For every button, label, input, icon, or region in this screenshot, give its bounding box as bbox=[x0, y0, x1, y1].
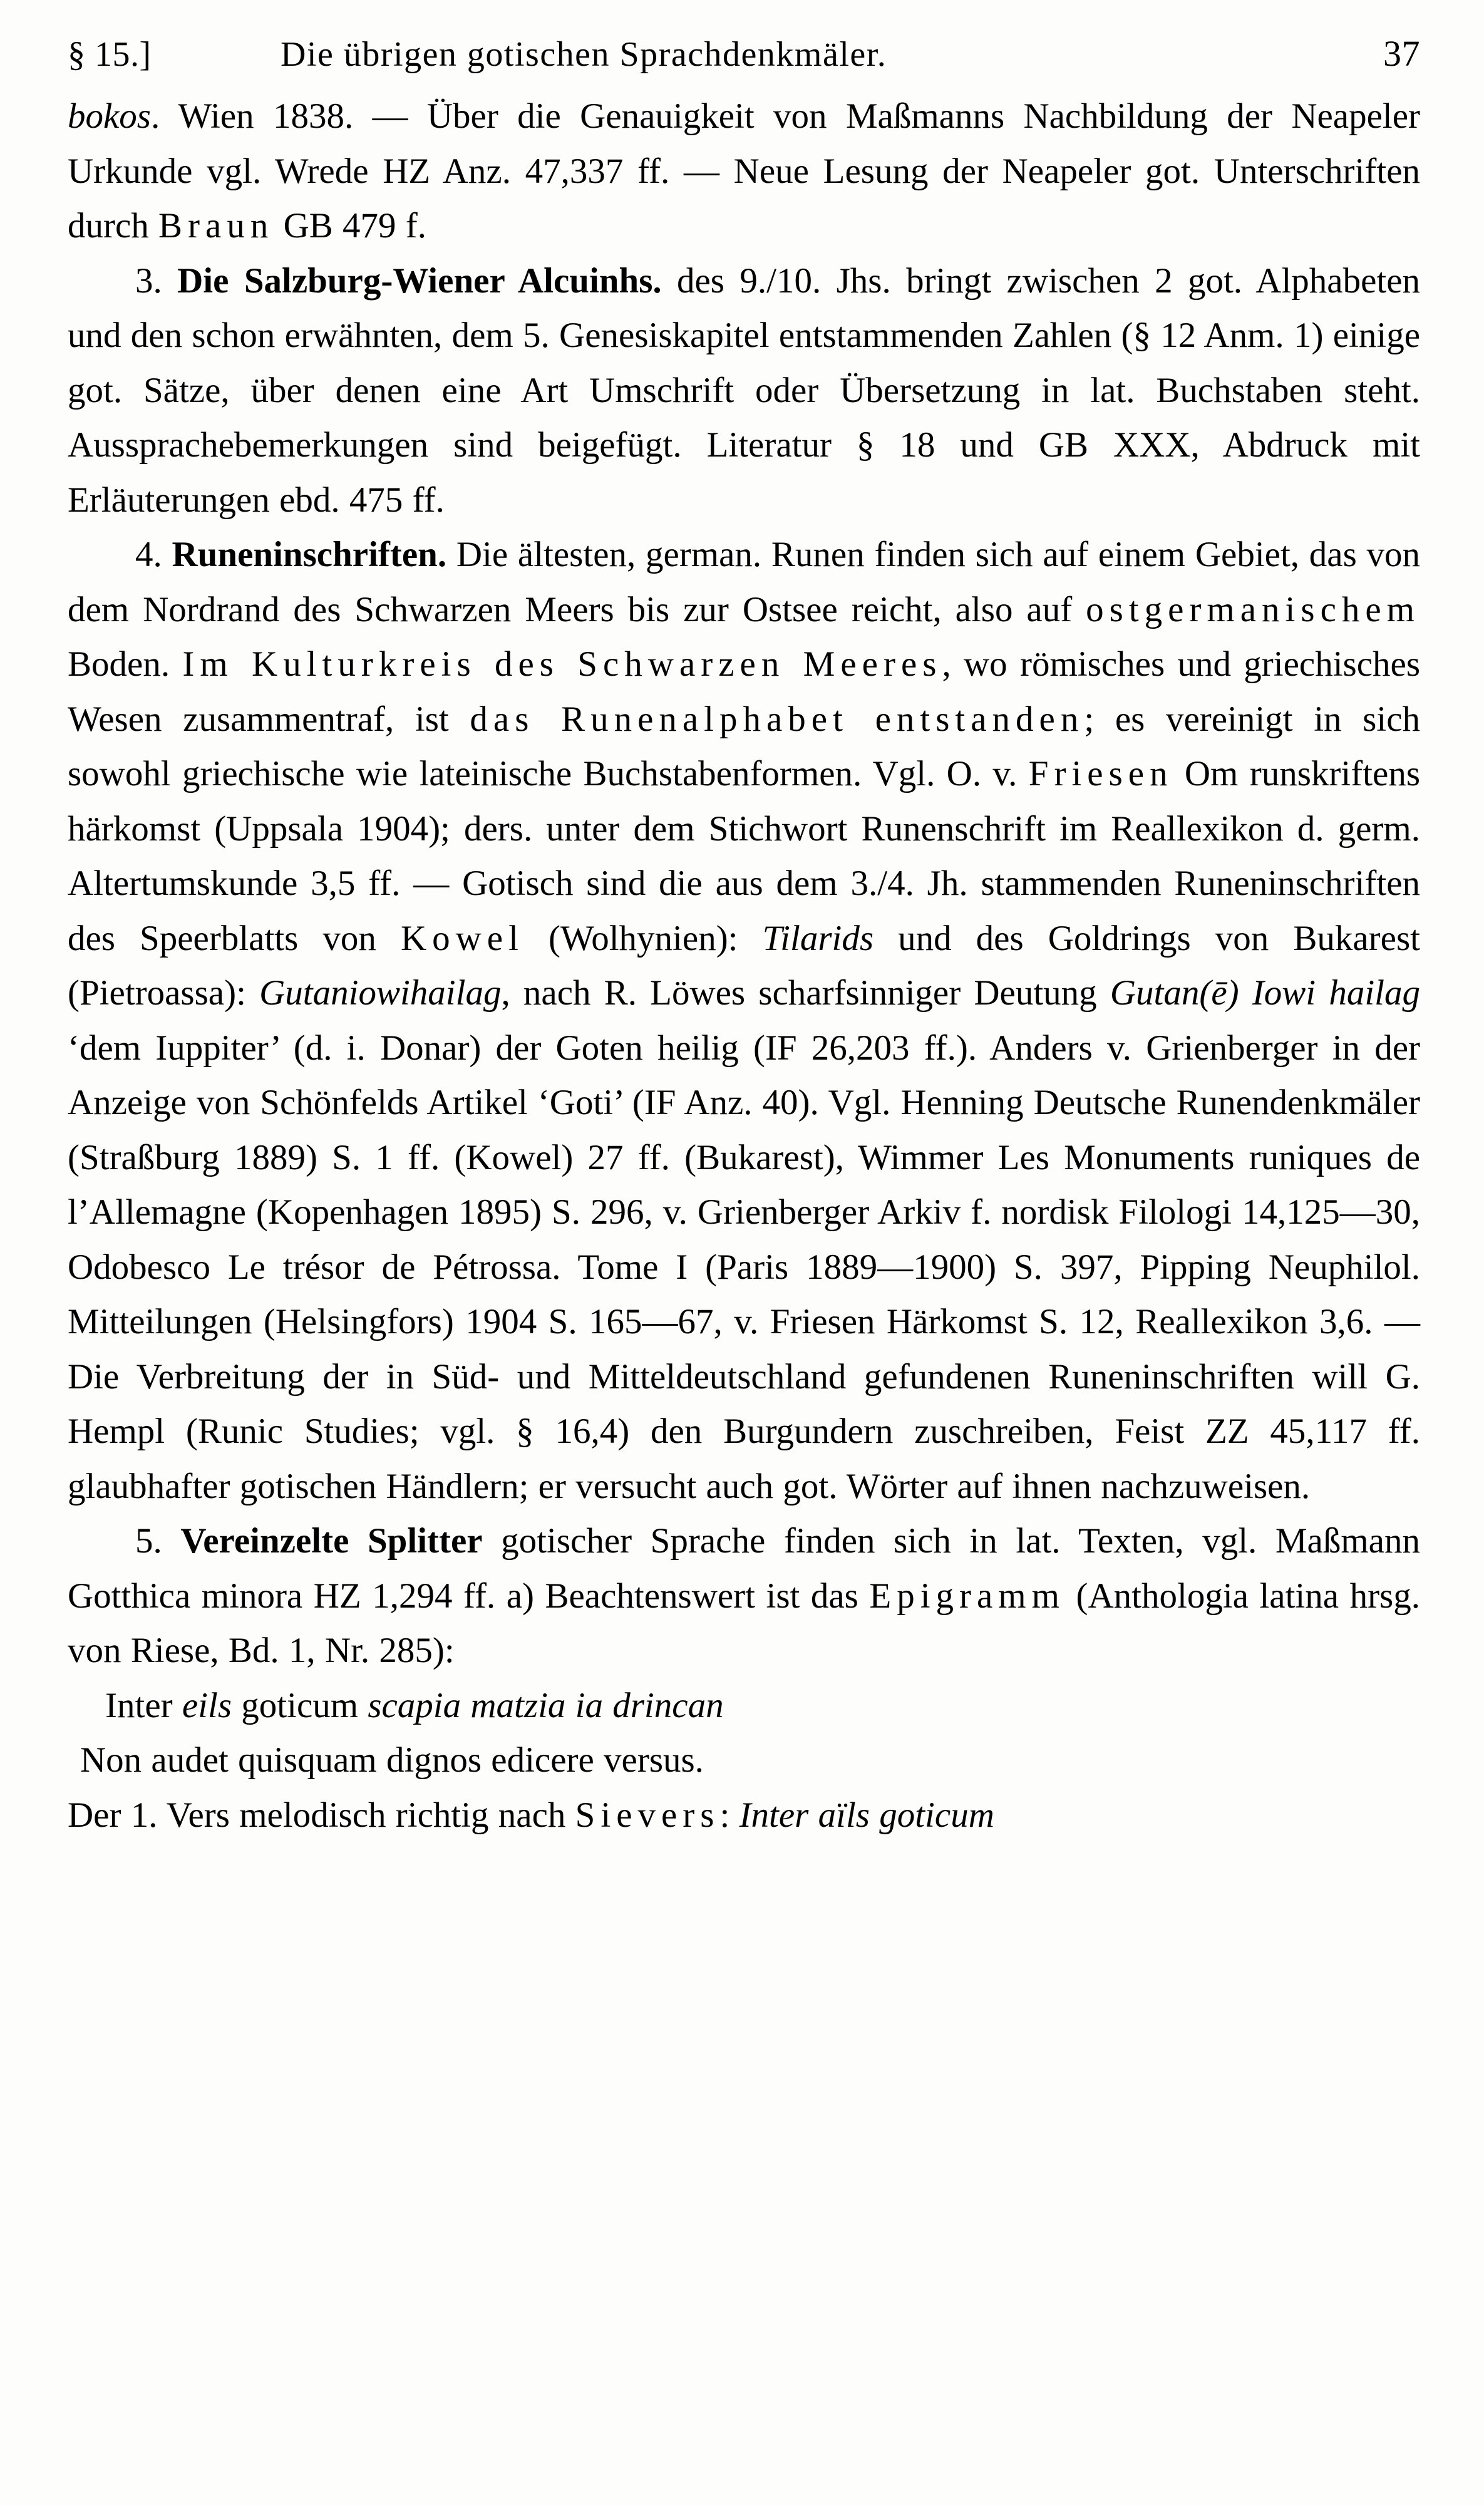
text-run: Boden. bbox=[68, 644, 183, 684]
text-run: Gutan(ē) Iowi hailag bbox=[1110, 973, 1420, 1013]
text-run: GB 479 f. bbox=[274, 206, 427, 245]
text-run: Friesen bbox=[1028, 754, 1173, 793]
body-text bbox=[68, 89, 1420, 1842]
text-run: Non audet quisquam dignos edicere versus. bbox=[80, 1740, 704, 1780]
text-run: Die ältesten, german. Runen finden sich auf einem Gebiet, das von dem Nordrand des Schwarzen Meers bis zur Ostsee reicht, also auf bbox=[68, 535, 1421, 629]
page-number: 37 bbox=[1383, 33, 1420, 74]
text-run: Tilarids bbox=[762, 918, 874, 958]
text-run: 5. bbox=[135, 1521, 181, 1561]
paragraph-bokos bbox=[68, 89, 1420, 254]
text-run: Braun bbox=[158, 206, 274, 245]
text-run: Kowel bbox=[400, 918, 524, 958]
text-run: goticum bbox=[232, 1685, 368, 1725]
text-run: : bbox=[719, 1795, 739, 1835]
paragraph-splitter bbox=[68, 1514, 1420, 1678]
text-run: (Anthologia latina hrsg. von Riese, Bd. 1, Nr. 285): bbox=[68, 1576, 1420, 1670]
text-run: ostgermanischem bbox=[1086, 589, 1420, 629]
text-run: Vereinzelte Splitter bbox=[180, 1521, 483, 1561]
text-run: Epigramm bbox=[869, 1576, 1065, 1616]
text-run: Inter aïls goticum bbox=[739, 1795, 994, 1835]
paragraph-alcuinhs bbox=[68, 254, 1420, 528]
text-run: des 9./10. Jhs. bringt zwischen 2 got. Alphabeten und den schon erwähnten, dem 5. Genesiskapitel entstammenden Zahlen (§ 12 Anm. 1) einige got. Sätze, über denen eine Art Umschrift oder Übersetzung in lat. Buchstaben steht. Aussprachebemerkungen sind beigefügt. Literatur § 18 und GB XXX, Abdruck mit Erläuterungen ebd. 475 ff. bbox=[68, 261, 1421, 520]
text-run: 3. bbox=[135, 261, 178, 301]
text-run: ; es vereinigt in sich sowohl griechische wie lateinische Buchstabenformen. Vgl. O. v. bbox=[68, 699, 1420, 793]
text-run: 4. bbox=[135, 535, 172, 574]
text-run: Runeninschriften. bbox=[172, 535, 447, 574]
text-run: , nach R. Löwes scharfsinniger Deutung bbox=[501, 973, 1110, 1013]
text-run: und des Goldrings von Bukarest (Pietroassa): bbox=[68, 918, 1420, 1013]
text-run: . Wien 1838. — Über die Genauigkeit von Maßmanns Nachbildung der Neapeler Urkunde vgl. Wrede HZ Anz. 47,337 ff. — Neue Lesung der Neapeler got. Unterschriften durch bbox=[68, 96, 1420, 245]
text-run: Der 1. Vers melodisch richtig nach bbox=[68, 1795, 575, 1835]
section-marker: § 15.] bbox=[68, 35, 152, 74]
text-run: (Wolhynien): bbox=[523, 918, 763, 958]
paragraph-runeninschriften bbox=[68, 527, 1420, 1514]
text-run: bokos bbox=[68, 96, 151, 136]
text-run: scapia matzia ia drincan bbox=[368, 1685, 724, 1725]
text-run: Sievers bbox=[575, 1795, 720, 1835]
text-run: eils bbox=[182, 1685, 232, 1725]
running-head-title: Die übrigen gotischen Sprachdenkmäler. bbox=[281, 35, 887, 74]
text-run: gotischer Sprache finden sich in lat. Texten, vgl. Maßmann Gotthica minora HZ 1,294 ff. a) Beachtenswert ist das bbox=[68, 1521, 1420, 1616]
text-run: das Runenalphabet entstanden bbox=[470, 699, 1085, 739]
verse-line-2 bbox=[68, 1733, 1420, 1788]
text-run: Im Kulturkreis des Schwarzen Meeres bbox=[182, 644, 942, 684]
paragraph-closing bbox=[68, 1788, 1420, 1843]
text-run: Om runskriftens härkomst (Uppsala 1904); ders. unter dem Stichwort Runenschrift im Reallexikon d. germ. Altertumskunde 3,5 ff. — Gotisch sind die aus dem 3./4. Jh. stammenden Runeninschriften des Speerblatts von bbox=[68, 754, 1420, 958]
text-run: Inter bbox=[105, 1685, 182, 1725]
text-run: Gutaniowihailag bbox=[259, 973, 502, 1013]
verse-line-1 bbox=[68, 1678, 1420, 1733]
page-content bbox=[68, 0, 1420, 1842]
text-run: ‘dem Iuppiter’ (d. i. Donar) der Goten heilig (IF 26,203 ff.). Anders v. Grienberger in der Anzeige von Schönfelds Artikel ‘Goti’ (IF Anz. 40). Vgl. Henning Deutsche Runendenkmäler (Straßburg 1889) S. 1 ff. (Kowel) 27 ff. (Bukarest), Wimmer Les Monuments runiques de l’Allemagne (Kopenhagen 1895) S. 296, v. Grienberger Arkiv f. nordisk Filologi 14,125—30, Odobesco Le trésor de Pétrossa. Tome I (Paris 1889—1900) S. 397, Pipping Neuphilol. Mitteilungen (Helsingfors) 1904 S. 165—67, v. Friesen Härkomst S. 12, Reallexikon 3,6. — Die Verbreitung der in Süd- und Mitteldeutschland gefundenen Runeninschriften will G. Hempl (Runic Studies; vgl. § 16,4) den Burgundern zuschreiben, Feist ZZ 45,117 ff. glaubhafter gotischen Händlern; er versucht auch got. Wörter auf ihnen nachzuweisen. bbox=[68, 1028, 1420, 1506]
text-run: Die Salzburg-Wiener Alcuinhs. bbox=[177, 261, 662, 301]
text-run: , wo römisches und griechisches Wesen zusammentraf, ist bbox=[68, 644, 1421, 739]
running-head bbox=[68, 0, 1420, 75]
